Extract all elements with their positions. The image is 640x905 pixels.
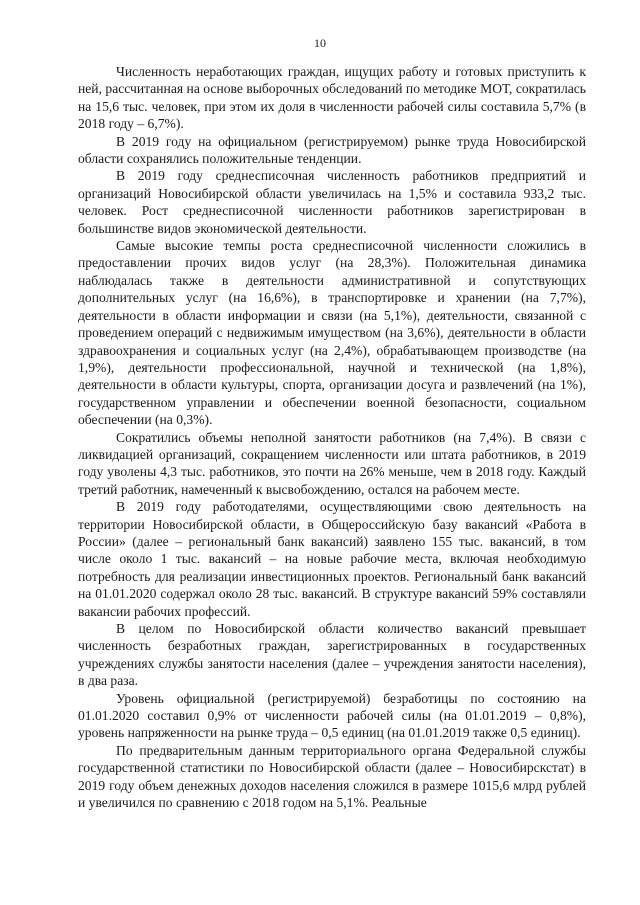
- paragraph-8: Уровень официальной (регистрируемой) безработицы по состоянию на 01.01.2020 составил 0,9% от численности рабочей силы (на 01.01.2019 – 0,8%), уровень напряженности на рынке труда – 0,5 единиц (на 01.01.2019 также 0,5 единиц).: [78, 690, 586, 741]
- paragraph-1: Численность неработающих граждан, ищущих работу и готовых приступить к ней, рассчитанная на основе выборочных обследований по методике МОТ, сократилась на 15,6 тыс. человек, при этом их доля в численности рабочей силы составила 5,7% (в 2018 году – 6,7%).: [78, 64, 586, 132]
- paragraph-6: В 2019 году работодателями, осуществляющими свою деятельность на территории Новосибирской области, в Общероссийскую базу вакансий «Работа в России» (далее – региональный банк вакансий) заявлено 155 тыс. вакансий, в том числе около 1 тыс. вакансий – на новые рабочие места, включая необходимую потребность для реализации инвестиционных проектов. Региональный банк вакансий на 01.01.2020 содержал около 28 тыс. вакансий. В структуре вакансий 59% составляли вакансии рабочих профессий.: [78, 499, 586, 619]
- paragraph-4: Самые высокие темпы роста среднесписочной численности сложились в предоставлении прочих видов услуг (на 28,3%). Положительная динамика наблюдалась также в деятельности административной и сопутствующих дополнительных услуг (на 16,6%), в транспортировке и хранении (на 7,7%), деятельности в области информации и связи (на 5,1%), деятельности, связанной с проведением операций с недвижимым имуществом (на 3,6%), деятельности в области здравоохранения и социальных услуг (на 2,4%), обрабатывающем производстве (на 1,9%), деятельности профессиональной, научной и технической (на 1,8%), деятельности в области культуры, спорта, организации досуга и развлечений (на 1%), государственном управлении и обеспечении военной безопасности, социальном обеспечении (на 0,3%).: [78, 238, 586, 428]
- paragraph-2: В 2019 году на официальном (регистрируемом) рынке труда Новосибирской области сохранялись положительные тенденции.: [78, 133, 586, 167]
- page-number: 10: [314, 36, 326, 50]
- body-text: [78, 63, 586, 811]
- paragraph-3: В 2019 году среднесписочная численность работников предприятий и организаций Новосибирской области увеличилась на 1,5% и составила 933,2 тыс. человек. Рост среднесписочной численности работников зарегистрирован в большинстве видов экономической деятельности.: [78, 168, 586, 236]
- paragraph-7: В целом по Новосибирской области количество вакансий превышает численность безработных граждан, зарегистрированных в государственных учреждениях службы занятости населения (далее – учреждения занятости населения), в два раза.: [78, 621, 586, 689]
- paragraph-5: Сократились объемы неполной занятости работников (на 7,4%). В связи с ликвидацией организаций, сокращением численности или штата работников, в 2019 году уволены 4,3 тыс. работников, это почти на 26% меньше, чем в 2018 году. Каждый третий работник, намеченный к высвобождению, остался на рабочем месте.: [78, 429, 586, 497]
- paragraph-9: По предварительным данным территориального органа Федеральной службы государственной статистики по Новосибирской области (далее – Новосибирскстат) в 2019 году объем денежных доходов населения сложился в размере 1015,6 млрд рублей и увеличился по сравнению с 2018 годом на 5,1%. Реальные: [78, 742, 586, 811]
